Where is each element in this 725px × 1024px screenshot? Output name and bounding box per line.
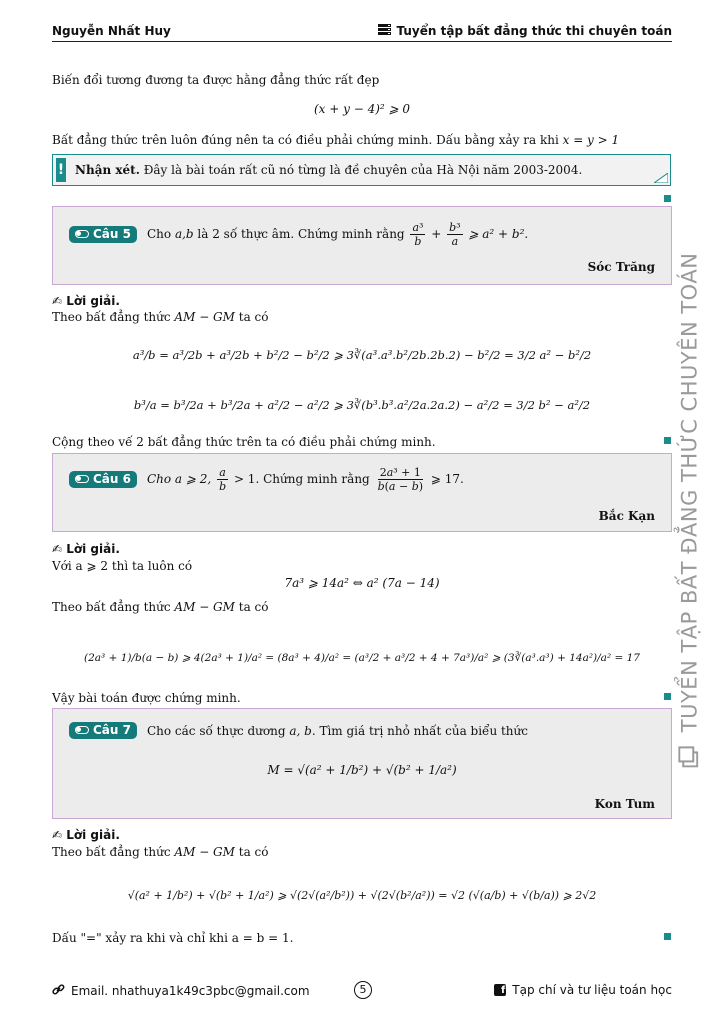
end-mark xyxy=(664,933,671,940)
toggle-icon xyxy=(75,726,89,734)
q7-badge-label: Câu 7 xyxy=(93,723,131,737)
pencil-icon: ✍ xyxy=(52,294,63,308)
s5-solution-label xyxy=(52,294,120,308)
q7-text-a: Cho các số thực dương xyxy=(146,723,290,738)
s7-eq xyxy=(52,889,672,902)
q5-text-b: là 2 số thực âm. Chứng minh rằng xyxy=(193,227,405,241)
side-title-text: TUYỂN TẬP BẤT ĐẲNG THỨC CHUYÊN TOÁN xyxy=(677,252,702,733)
s6-line1: Với a ⩾ 2 thì ta luôn có xyxy=(52,559,193,573)
question-box-5 xyxy=(52,206,672,285)
exclamation-icon: ! xyxy=(56,158,66,182)
s6-line2-b: ta có xyxy=(234,600,269,614)
q5-vars: a,b xyxy=(174,227,194,241)
footer-email[interactable]: Email. nhathuya1k49c3pbc@gmail.com xyxy=(71,984,310,998)
q5-rhs: ⩾ a² + b². xyxy=(468,227,529,241)
q5-source: Sóc Trăng xyxy=(587,260,655,274)
s7-solution-label xyxy=(52,828,120,842)
pencil-icon: ✍ xyxy=(52,828,63,842)
s6-amgm: AM − GM xyxy=(174,600,235,614)
s5-line1-a: Theo bất đẳng thức xyxy=(52,310,175,324)
q6-frac2: $\frac{\text{2a³ + 1}}{b(a - b)}$ xyxy=(377,466,424,493)
s6-line2-a: Theo bất đẳng thức xyxy=(52,600,175,614)
q6-text-b: > 1. Chứng minh rằng xyxy=(233,472,370,486)
q7-line xyxy=(69,722,528,739)
copy-icon xyxy=(678,745,703,767)
remark-content xyxy=(75,163,582,177)
s7-line1-b: ta có xyxy=(234,845,269,859)
s6-label-text: Lời giải. xyxy=(66,542,120,556)
question-box-7 xyxy=(52,708,672,819)
s5-amgm: AM − GM xyxy=(174,310,235,324)
q6-source: Bắc Kạn xyxy=(598,509,655,523)
q6-text xyxy=(147,466,464,493)
q6-badge-label: Câu 6 xyxy=(93,472,131,486)
q6-rhs: ⩾ 17. xyxy=(430,472,464,486)
q7-badge xyxy=(69,722,137,739)
q6-line xyxy=(69,466,464,493)
q6-frac1: $\frac{a}{b}$ xyxy=(219,466,227,493)
header-title: Tuyển tập bất đẳng thức thi chuyên toán xyxy=(396,24,672,38)
s7-line1-a: Theo bất đẳng thức xyxy=(52,845,175,859)
s5-eq2-text: b³/a = b³/2a + b³/2a + a²/2 − a²/2 ⩾ 3∛(b³.b³.a²/2a.2a.2) − a²/2 = 3/2 b² − a²/2 xyxy=(133,398,591,412)
s5-label-text: Lời giải. xyxy=(66,294,120,308)
s6-eq1 xyxy=(52,576,672,590)
header-author: Nguyễn Nhất Huy xyxy=(52,24,171,38)
s5-line1 xyxy=(52,310,269,324)
s6-eq2 xyxy=(52,652,672,664)
toggle-icon xyxy=(75,230,89,238)
s6-solution-label xyxy=(52,542,120,556)
q5-badge-label: Câu 5 xyxy=(93,227,131,241)
q7-eq-text: M = √(a² + 1/b²) + √(b² + 1/a²) xyxy=(267,763,457,777)
s7-line1 xyxy=(52,845,269,859)
s6-eq2-text: (2a³ + 1)/b(a − b) ⩾ 4(2a³ + 1)/a² = (8a³ + 4)/a² = (a³/2 + a³/2 + 4 + 7a³)/a² ⩾ (3∛(a³.a³) + 14a²)/a² = 17 xyxy=(84,652,640,664)
remark-text: Đây là bài toán rất cũ nó từng là đề chuyên của Hà Nội năm 2003-2004. xyxy=(143,163,583,177)
end-mark xyxy=(664,195,671,202)
q5-line xyxy=(69,221,528,248)
s6-eq1-text: 7a³ ⩾ 14a² ⇔ a² (7a − 14) xyxy=(284,576,440,590)
remark-label: Nhận xét. xyxy=(75,163,140,177)
intro-line2-text: Bất đẳng thức trên luôn đúng nên ta có điều phải chứng minh. Dấu bằng xảy ra khi xyxy=(52,133,563,147)
footer-email-wrap xyxy=(52,983,310,999)
remark-box xyxy=(52,154,671,186)
link-icon xyxy=(52,983,65,999)
intro-line2-cond: x = y > 1 xyxy=(562,133,620,147)
intro-line2 xyxy=(52,133,619,147)
s7-conclusion: Dấu "=" xảy ra khi và chỉ khi a = b = 1. xyxy=(52,931,294,945)
s6-conclusion: Vậy bài toán được chứng minh. xyxy=(52,691,241,705)
s6-line2 xyxy=(52,600,269,614)
q5-badge xyxy=(69,226,137,243)
footer-right[interactable]: Tạp chí và tư liệu toán học xyxy=(512,983,672,997)
intro-eq-text: (x + y − 4)² ⩾ 0 xyxy=(313,102,411,116)
header-title-wrap xyxy=(378,24,672,38)
page-curl-icon xyxy=(654,173,668,183)
q7-text xyxy=(147,724,528,738)
s5-eq2 xyxy=(52,398,672,412)
page-number: 5 xyxy=(354,981,372,999)
end-mark xyxy=(664,437,671,444)
s5-eq1 xyxy=(52,348,672,362)
header-rule xyxy=(52,41,672,42)
q5-frac2: $\frac{\text{b³}}{a}$ xyxy=(449,221,461,248)
facebook-icon: f xyxy=(494,984,506,996)
q6-badge xyxy=(69,471,137,488)
q5-text: Cho a,b là 2 số thực âm. Chứng minh rằng $\frac{\text{a³}}{b}$ + $\frac{\text{b³}}{a}$ ⩾ a² + b². xyxy=(146,221,529,248)
intro-line1: Biến đổi tương đương ta được hằng đẳng thức rất đẹp xyxy=(52,73,380,87)
end-mark xyxy=(664,693,671,700)
question-box-6 xyxy=(52,453,672,532)
s7-label-text: Lời giải. xyxy=(66,828,120,842)
side-title xyxy=(677,253,703,768)
q7-source: Kon Tum xyxy=(594,797,655,811)
q6-text-a: Cho a ⩾ 2, xyxy=(146,472,212,486)
s5-conclusion: Cộng theo vế 2 bất đẳng thức trên ta có điều phải chứng minh. xyxy=(52,435,436,449)
footer-right-wrap xyxy=(494,983,672,997)
s5-eq1-text: a³/b = a³/2b + a³/2b + b²/2 − b²/2 ⩾ 3∛(a³.a³.b²/2b.2b.2) − b²/2 = 3/2 a² − b²/2 xyxy=(132,348,592,362)
s7-amgm: AM − GM xyxy=(174,845,235,859)
s5-line1-b: ta có xyxy=(234,310,269,324)
toggle-icon xyxy=(75,475,89,483)
q7-eq xyxy=(53,763,671,777)
pencil-icon: ✍ xyxy=(52,542,63,556)
q7-vars: a, b xyxy=(289,723,312,738)
q5-text-a: Cho xyxy=(146,227,175,241)
q5-frac1: $\frac{\text{a³}}{b}$ xyxy=(412,221,424,248)
intro-equation xyxy=(52,102,672,116)
q7-text-b: . Tìm giá trị nhỏ nhất của biểu thức xyxy=(311,723,528,738)
server-icon xyxy=(378,24,391,38)
s7-eq-text: √(a² + 1/b²) + √(b² + 1/a²) ⩾ √(2√(a²/b²)) + √(2√(b²/a²)) = √2 (√(a/b) + √(b/a)) ⩾ 2√2 xyxy=(127,889,597,902)
